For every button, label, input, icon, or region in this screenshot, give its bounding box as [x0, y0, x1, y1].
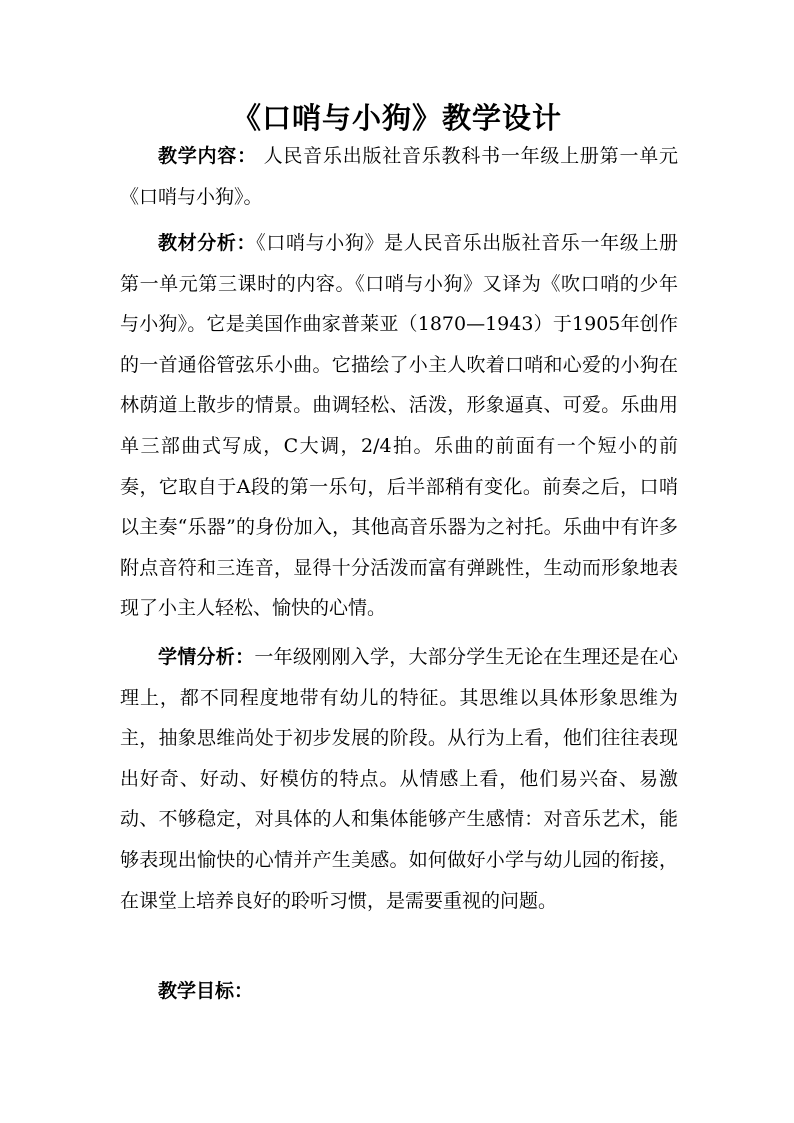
teaching-goals-heading: 教学目标： [158, 980, 254, 1002]
material-analysis-text: 《口哨与小狗》是人民音乐出版社音乐一年级上册第一单元第三课时的内容。《口哨与小狗》又译为《吹口哨的少年与小狗》。它是美国作曲家普莱亚（1870—1943）于1905年创作的一首通俗管弦乐小曲。它描绘了小主人吹着口哨和心爱的小狗在林荫道上散步的情景。曲调轻松、活泼，形象逼真、可爱。乐曲用单三部曲式写成，C大调，2/4拍。乐曲的前面有一个短小的前奏，它取自于A段的第一乐句，后半部稍有变化。前奏之后，口哨以主奏“乐器”的身份加入，其他高音乐器为之衬托。乐曲中有许多附点音符和三连音，显得十分活泼而富有弹跳性，生动而形象地表现了小主人轻松、愉快的心情。 [120, 232, 678, 620]
material-analysis-label: 教材分析： [158, 232, 257, 254]
student-analysis-text: 一年级刚刚入学，大部分学生无论在生理还是在心理上，都不同程度地带有幼儿的特征。其思维以具体形象思维为主，抽象思维尚处于初步发展的阶段。从行为上看，他们往往表现出好奇、好动、好模仿的特点。从情感上看，他们易兴奋、易激动、不够稳定，对具体的人和集体能够产生感情：对音乐艺术，能够表现出愉快的心情并产生美感。如何做好小学与幼儿园的衔接，在课堂上培养良好的聆听习惯，是需要重视的问题。 [120, 646, 678, 912]
student-analysis-label: 学情分析： [158, 646, 255, 668]
teaching-content-paragraph [120, 136, 678, 217]
teaching-content-text: 人民音乐出版社音乐教科书一年级上册第一单元《口哨与小狗》。 [120, 145, 678, 208]
student-analysis-paragraph [120, 637, 678, 921]
material-analysis-paragraph [120, 223, 678, 629]
document-title: 《口哨与小狗》教学设计 [231, 101, 562, 135]
teaching-content-label: 教学内容： [158, 145, 257, 167]
